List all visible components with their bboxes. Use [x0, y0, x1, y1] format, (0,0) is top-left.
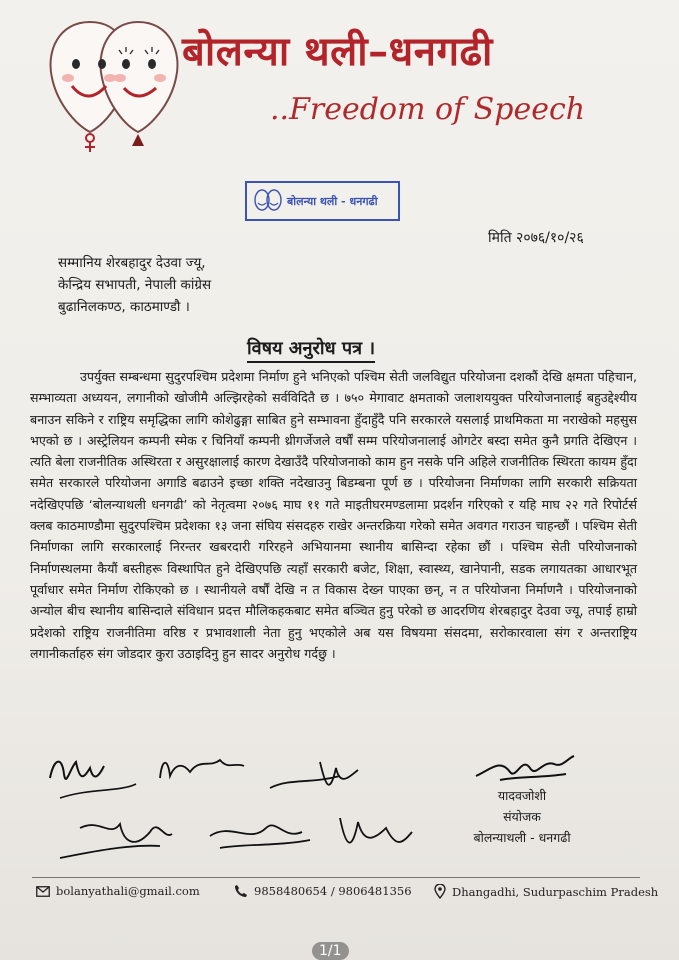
handwritten-signatures: [40, 748, 460, 876]
footer-email-text: bolanyathali@gmail.com: [56, 884, 200, 898]
stamp-text: बोलन्या थली - धनगढी: [287, 194, 378, 208]
recipient-line: बुढानिलकण्ठ, काठमाण्डौ ।: [58, 299, 190, 315]
page-indicator: 1/1: [312, 942, 349, 960]
footer-phone: [234, 884, 412, 898]
signatory-role: संयोजक: [503, 809, 541, 824]
envelope-icon: [36, 886, 50, 897]
signatory-name: यादवजोशी: [497, 788, 547, 803]
signatory-block: [452, 785, 592, 848]
footer-email: [36, 884, 200, 898]
brand-title: बोलन्या थली–धनगढी: [182, 28, 493, 75]
footer-divider: [32, 877, 640, 878]
footer-location: [434, 884, 658, 899]
phone-icon: [234, 884, 248, 898]
recipient-line: सम्मानिय शेरबहादुर देउवा ज्यू,: [58, 255, 206, 271]
letter-body: उपर्युक्त सम्बन्धमा सुदुरपश्चिम प्रदेशमा निर्माण हुने भनिएको पश्चिम सेती जलविद्युत परियोजना दशकौं देखि क्षमता पहिचान, सम्भाव्यता अध्ययन, लगानीको खोजीमै अल्झिरहेको सर्वविदितै छ । ७५० मेगावाट क्षमताको जलाशययुक्त परियोजनालाई बहुउद्देश्यीय बनाउन सकिने र राष्ट्रिय समृद्धिका लागि कोशेढुङ्गा साबित हुने सम्भावना हुँदाहुँदै पनि सरकारले यसलाई प्राथमिकता मा नराखेको महसुस भएको छ । अस्ट्रेलियन कम्पनी स्मेक र चिनियाँ कम्पनी थ्रीगर्जेजले वर्षौं सम्म परियोजनालाई ओगटेर बस्दा समेत कुनै प्रगति देखिएन । त्यति बेला राजनीतिक अस्थिरता र असुरक्षालाई कारण देखाउँदै परियोजनाको काम हुन नसके पनि अहिले राजनीतिक स्थिरता कायम हुँदा समेत सरकारले परियोजना अगाडि बढाउने इच्छा शक्ति नदेखाउनु बिडम्बना पूर्ण छ । परियोजना निर्माणका लागि सरकारी सक्रियता नदेखिएपछि ‘बोलन्याथली धनगढी’ को नेतृत्वमा २०७६ माघ ११ गते माइतीघरमण्डलामा प्रदर्शन गरिएको र यहि माघ २२ गते रिपोर्टर्स क्लब काठमाण्डौमा सुदुरपश्चिम प्रदेशका १३ जना संघिय संसदहरु राखेर अन्तरक्रिया गरेको समेत अवगत गराउन चाहन्छौं । पश्चिम सेती निर्माणका लागि सरकारलाई निरन्तर खबरदारी गरिरहने अभियानमा स्थानीय बासिन्दा रहेका छौं । पश्चिम सेती परियोजनाको निर्माणस्थलमा कैयौं बस्तीहरू विस्थापित हुने देखिएपछि त्यहाँ सरकारी बजेट, शिक्षा, स्वास्थ्य, खानेपानी, सडक लगायतका आधारभूत पूर्वाधार समेत निर्माण रोकिएको छ । स्थानीयले वर्षौं देखि न त विकास देख्न पाएका छन्, न त परियोजना निर्माणनै । परियोजनाको अन्योल बीच स्थानीय बासिन्दाले संविधान प्रदत्त मौलिकहकबाट समेत बञ्चित हुनु परेको छ आदरणिय शेरबहादुर देउवा ज्यू, तपाई हाम्रो प्रदेशको राष्ट्रिय राजनीतिमा वरिष्ठ र प्रभावशाली नेता हुनु भएकोले अब यस विषयमा संसदमा, सरोकारवाला संग र अन्तराष्ट्रिय लगानीकर्ताहरु संग जोडदार कुरा उठाइदिनु हुन सादर अनुरोध गर्दछु ।: [30, 369, 637, 661]
signatory-signature: [470, 750, 580, 786]
balloon-faces-logo-icon: [38, 14, 188, 154]
letter-date: मिति २०७६/१०/२६: [488, 230, 584, 246]
recipient-address: [58, 252, 211, 318]
signatory-org: बोलन्याथली - धनगढी: [473, 830, 571, 845]
footer-location-text: Dhangadhi, Sudurpaschim Pradesh: [452, 884, 659, 899]
location-pin-icon: [434, 884, 446, 899]
letter-subject: विषय अनुरोध पत्र ।: [247, 336, 375, 363]
brand-tagline: ..Freedom of Speech: [270, 92, 586, 127]
stamp-faces-icon: [253, 187, 283, 215]
footer-phone-text: 9858480654 / 9806481356: [254, 884, 412, 898]
organisation-stamp: [245, 181, 400, 221]
recipient-line: केन्द्रिय सभापती, नेपाली कांग्रेस: [58, 277, 212, 293]
